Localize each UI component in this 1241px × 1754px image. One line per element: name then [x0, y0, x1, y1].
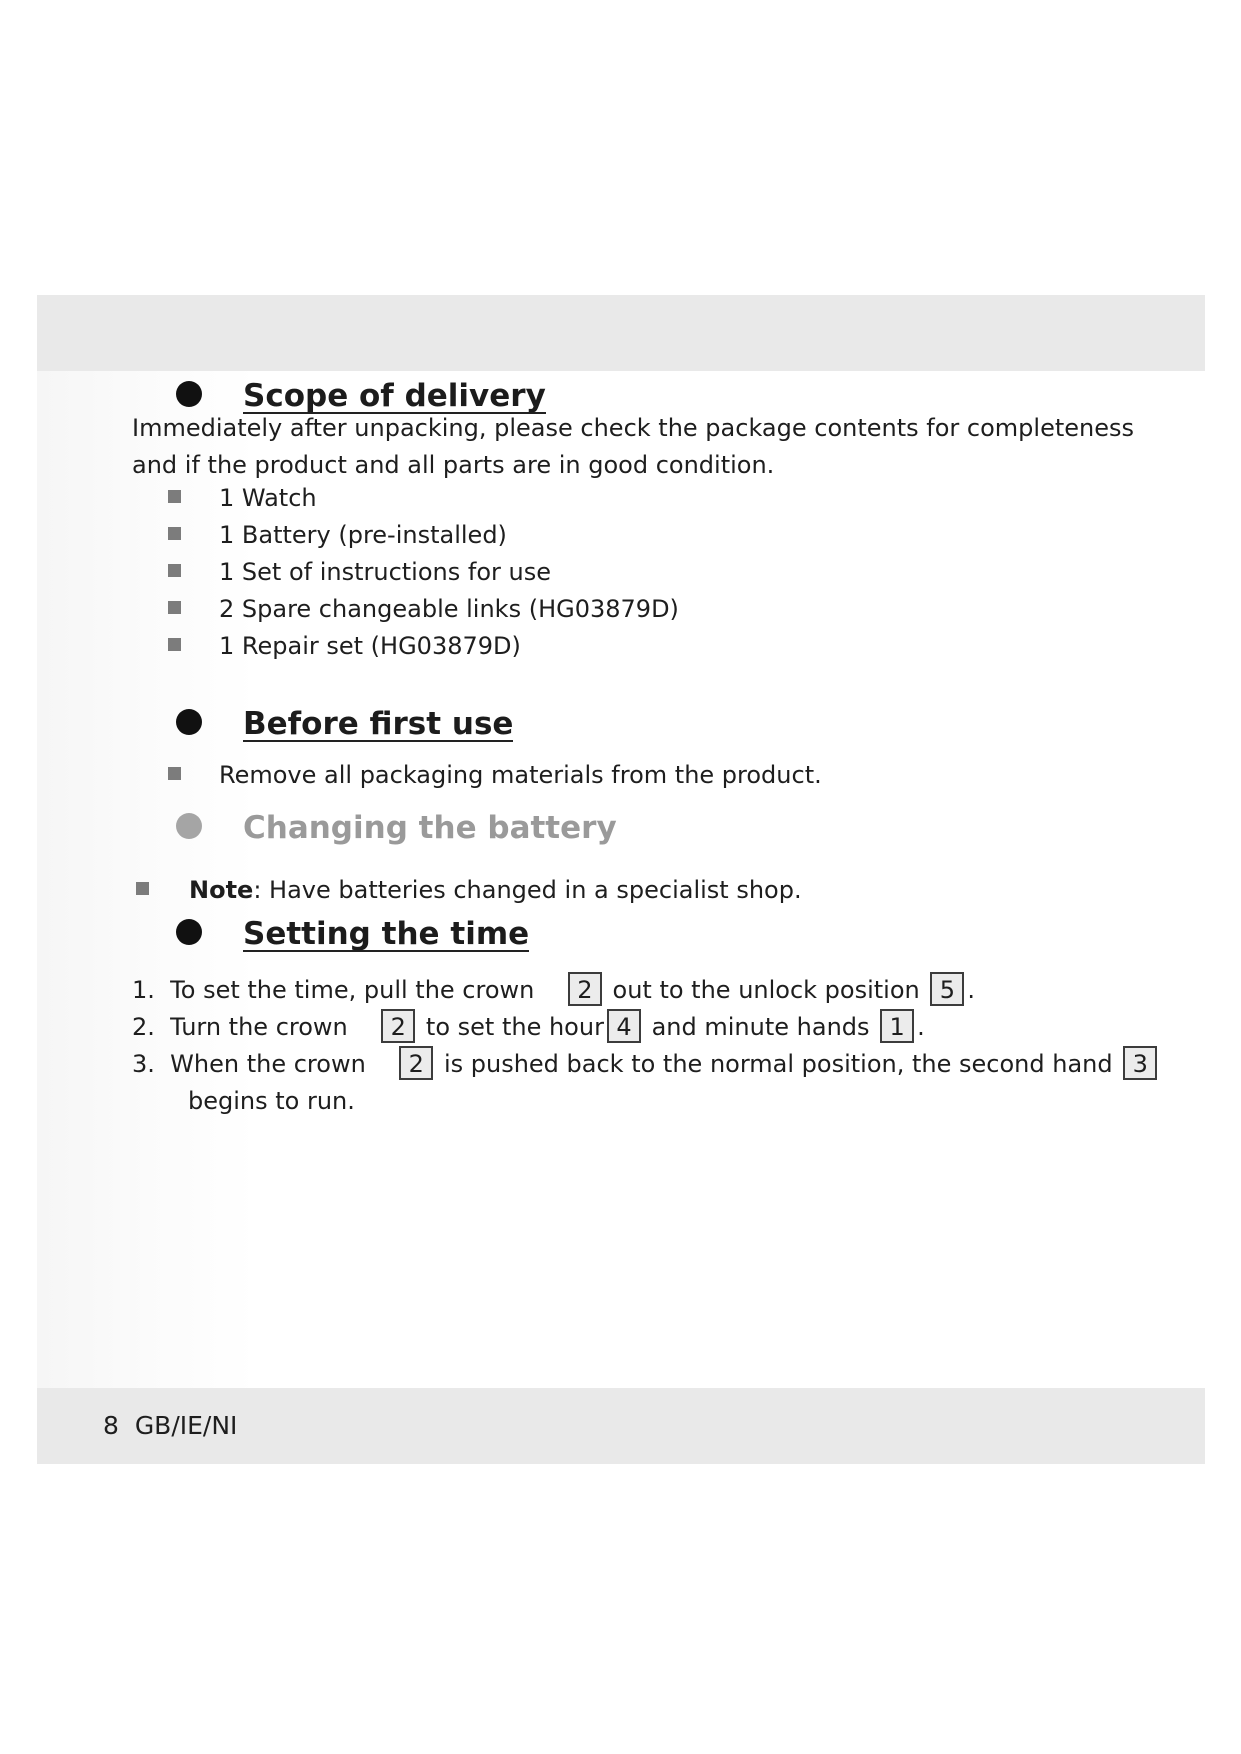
reference-box: 2: [399, 1046, 433, 1080]
list-item: Remove all packaging materials from the product.: [168, 757, 822, 794]
page-footer: [103, 1411, 237, 1441]
square-bullet-icon: [168, 638, 181, 651]
step-continuation: begins to run.: [188, 1087, 355, 1115]
note-text: : Have batteries changed in a specialist shop.: [253, 876, 802, 904]
heading-before-first-use: [176, 706, 514, 742]
note-label: Note: [189, 876, 254, 904]
square-bullet-icon: [168, 767, 181, 780]
reference-box: 2: [568, 972, 602, 1006]
reference-box: 1: [880, 1009, 914, 1043]
bullet-dot-icon: [176, 709, 202, 735]
reference-box: 4: [607, 1009, 641, 1043]
step-item: 1. To set the time, pull the crown 2 out to the unlock position 5 .: [132, 972, 1160, 1009]
reference-box: 2: [381, 1009, 415, 1043]
reference-box: 3: [1123, 1046, 1157, 1080]
heading-setting-time: [176, 916, 530, 952]
scope-list: [168, 480, 679, 665]
square-bullet-icon: [168, 564, 181, 577]
list-item: 1 Watch: [168, 480, 679, 517]
before-use-list: [168, 757, 822, 794]
square-bullet-icon: [168, 527, 181, 540]
heading-changing-battery: [176, 810, 617, 846]
list-item: 1 Battery (pre-installed): [168, 517, 679, 554]
square-bullet-icon: [168, 490, 181, 503]
list-item: 1 Set of instructions for use: [168, 554, 679, 591]
region-label: GB/IE/NI: [134, 1411, 238, 1440]
heading-text: Before first use: [243, 706, 514, 742]
list-item: 2 Spare changeable links (HG03879D): [168, 591, 679, 628]
step-item: 3. When the crown 2 is pushed back to the normal position, the second hand 3: [132, 1046, 1160, 1083]
square-bullet-icon: [136, 882, 149, 895]
header-band: [37, 295, 1205, 371]
page-number: 8: [103, 1411, 119, 1440]
steps-list: [132, 972, 1160, 1120]
reference-box: 5: [930, 972, 964, 1006]
list-item: 1 Repair set (HG03879D): [168, 628, 679, 665]
note-line: [136, 872, 802, 909]
bullet-dot-icon: [176, 813, 202, 839]
intro-paragraph: Immediately after unpacking, please check the package contents for completeness and if the product and all parts are in good condition.: [132, 414, 1134, 479]
heading-text: Changing the battery: [243, 810, 617, 846]
bullet-dot-icon: [176, 381, 202, 407]
step-item: 2. Turn the crown 2 to set the hour 4 and minute hands 1 .: [132, 1009, 1160, 1046]
heading-text: Scope of delivery: [243, 378, 546, 414]
heading-text: Setting the time: [243, 916, 530, 952]
bullet-dot-icon: [176, 919, 202, 945]
square-bullet-icon: [168, 601, 181, 614]
